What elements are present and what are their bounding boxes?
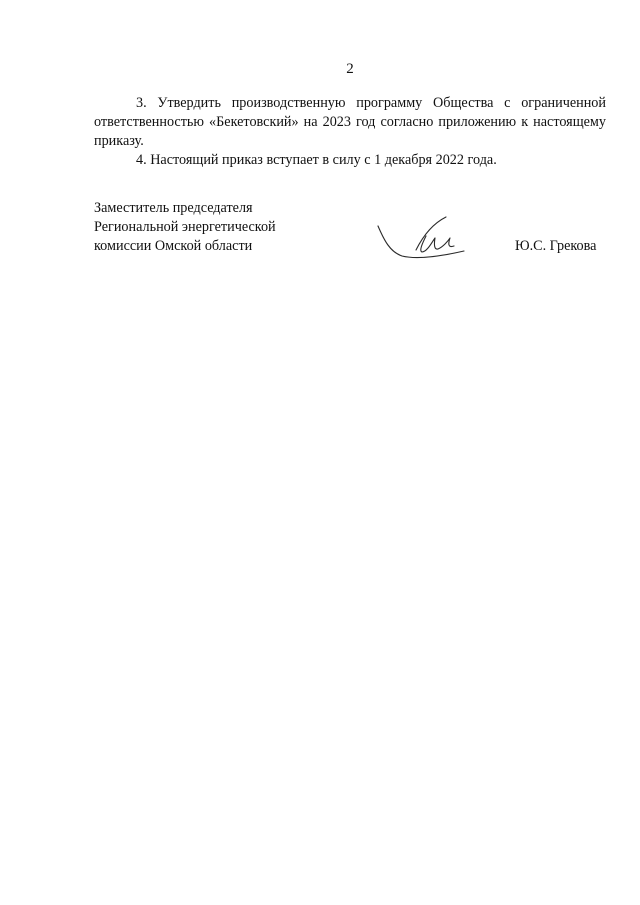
document-body [94, 94, 606, 170]
handwritten-signature [372, 214, 468, 260]
paragraph-item-4: 4. Настоящий приказ вступает в силу с 1 декабря 2022 года. [136, 152, 497, 168]
signatory-title [94, 199, 276, 256]
paragraph-item-3: 3. Утвердить производственную программу Общества с ограниченной ответственностью «Бекетовский» на 2023 год согласно приложению к настоящему приказу. [94, 95, 606, 149]
signatory-title-line: Заместитель председателя [94, 200, 253, 216]
signatory-title-line: комиссии Омской области [94, 238, 253, 254]
page-number: 2 [346, 61, 354, 77]
signatory-name: Ю.С. Грекова [515, 238, 597, 254]
signatory-title-line: Региональной энергетической [94, 219, 276, 235]
